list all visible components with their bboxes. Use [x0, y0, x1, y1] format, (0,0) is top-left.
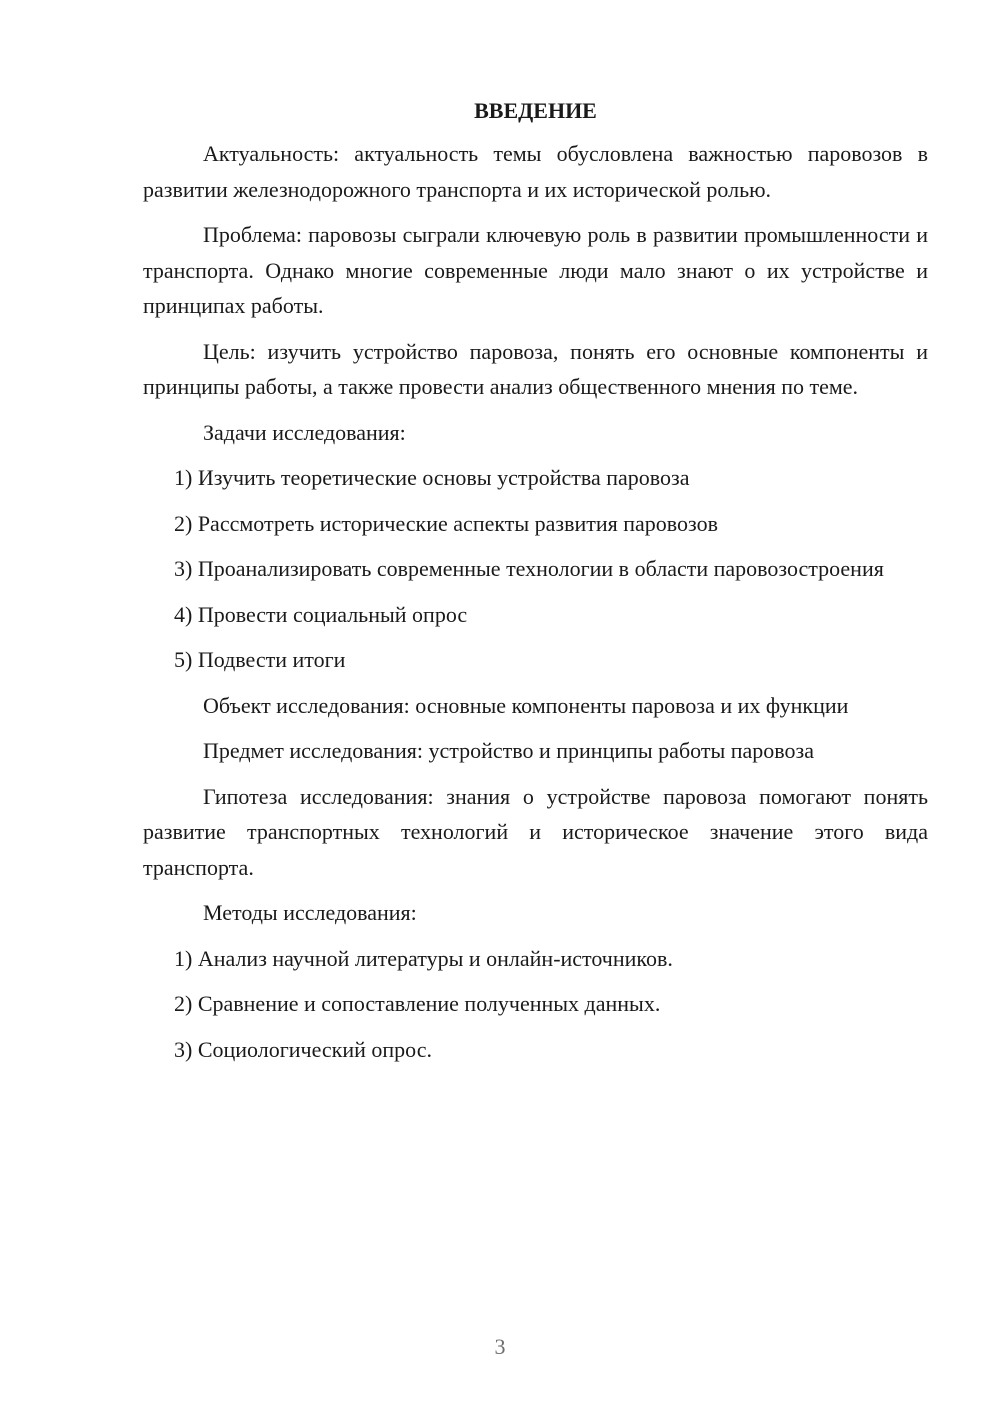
task-item: 3) Проанализировать современные технологии в области паровозостроения [174, 556, 884, 581]
task-item: 4) Провести социальный опрос [174, 601, 468, 627]
methods-heading: Методы исследования: [203, 900, 417, 925]
problem-paragraph: Проблема: паровозы сыграли ключевую роль в развитии промышленности и транспорта. Однако многие современные люди мало знают о их устройстве и принципах работы. [143, 222, 928, 318]
tasks-heading: Задачи исследования: [203, 419, 406, 445]
subject-paragraph: Предмет исследования: устройство и принципы работы паровоза [203, 738, 814, 763]
object-paragraph: Объект исследования: основные компоненты паровоза и их функции [203, 692, 849, 718]
page-number: 3 [494, 1334, 506, 1359]
method-item: 1) Анализ научной литературы и онлайн-источников. [174, 945, 673, 971]
task-item: 1) Изучить теоретические основы устройства паровоза [174, 465, 690, 490]
task-item: 5) Подвести итоги [174, 647, 346, 672]
goal-paragraph: Цель: изучить устройство паровоза, понять его основные компоненты и принципы работы, а также провести анализ общественного мнения по теме. [143, 338, 928, 399]
section-title: ВВЕДЕНИЕ [474, 98, 597, 123]
page-body [143, 96, 928, 1077]
hypothesis-paragraph: Гипотеза исследования: знания о устройстве паровоза помогают понять развитие транспортных технологий и историческое значение этого вида транспорта. [143, 783, 928, 880]
method-item: 3) Социологический опрос. [174, 1036, 432, 1062]
task-item: 2) Рассмотреть исторические аспекты развития паровозов [174, 510, 718, 536]
relevance-paragraph: Актуальность: актуальность темы обусловлена важностью паровозов в развитии железнодорожного транспорта и их исторической ролью. [143, 141, 928, 202]
method-item: 2) Сравнение и сопоставление полученных данных. [174, 991, 661, 1016]
